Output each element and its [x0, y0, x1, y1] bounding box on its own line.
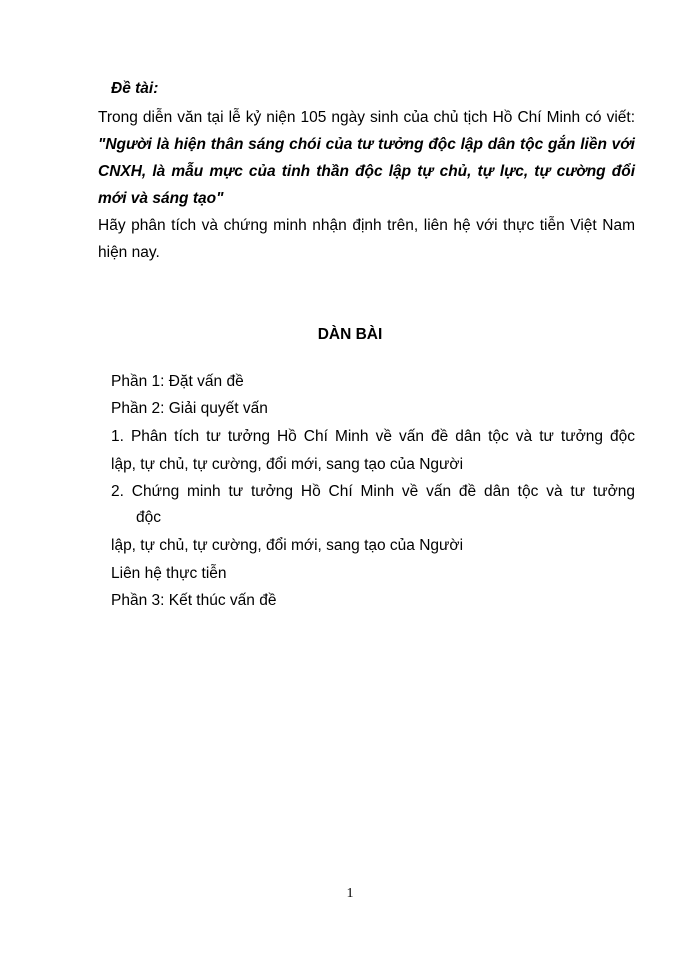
outline-practice: Liên hệ thực tiễn — [111, 565, 227, 582]
intro-quote: "Người là hiện thân sáng chói của tư tưởng độc lập dân tộc gắn liền với CNXH, là mẫu mực của tinh thần độc lập tự chủ, tự lực, tự cường đổi mới và sáng tạo" — [98, 136, 635, 207]
page-number: 1 — [346, 886, 354, 901]
outline-item-2-line-1-wrap: độc — [136, 509, 161, 526]
outline-item-2-line-2: lập, tự chủ, tự cường, đổi mới, sang tạo của Người — [111, 537, 464, 554]
outline-item-2-line-1: 2. Chứng minh tư tưởng Hồ Chí Minh về vấn đề dân tộc và tư tưởng — [111, 483, 635, 500]
topic-label: Đề tài: — [111, 80, 159, 97]
outline-part-3: Phần 3: Kết thúc vấn đề — [111, 592, 277, 609]
outline-item-1-line-1: 1. Phân tích tư tưởng Hồ Chí Minh về vấn đề dân tộc và tư tưởng độc — [111, 428, 635, 445]
outline-item-1-line-2: lập, tự chủ, tự cường, đổi mới, sang tạo của Người — [111, 456, 464, 473]
outline-heading: DÀN BÀI — [317, 326, 383, 343]
topic-intro-paragraph — [98, 104, 635, 266]
outline-part-1: Phần 1: Đặt vấn đề — [111, 373, 244, 390]
task-text: Hãy phân tích và chứng minh nhận định trên, liên hệ với thực tiễn Việt Nam hiện nay. — [98, 217, 635, 261]
outline-part-2: Phần 2: Giải quyết vấn — [111, 400, 268, 417]
intro-lead-text: Trong diễn văn tại lễ kỷ niện 105 ngày sinh của chủ tịch Hồ Chí Minh có viết: — [98, 109, 635, 126]
